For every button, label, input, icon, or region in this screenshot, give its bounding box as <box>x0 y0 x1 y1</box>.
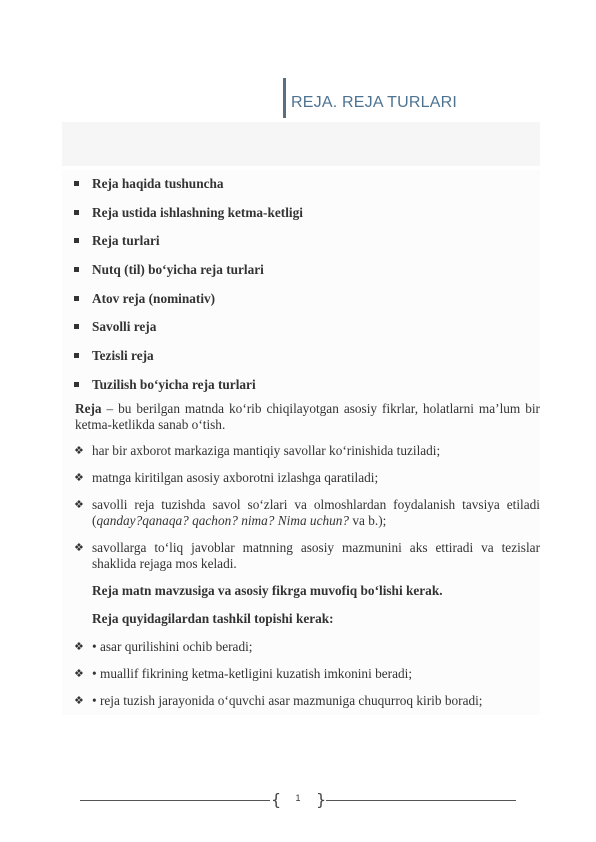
diamond-bullet-icon: ❖ <box>74 497 84 511</box>
topic-item <box>62 377 540 393</box>
topic-text: Reja turlari <box>92 233 160 249</box>
list-item <box>62 540 540 572</box>
list-item-text: • muallif fikrining ketma-ketligini kuzatish imkonini beradi; <box>92 665 413 681</box>
topic-text: Tezisli reja <box>92 348 154 364</box>
square-bullet-icon <box>74 353 79 358</box>
list-item-text: • reja tuzish jarayonida o‘quvchi asar mazmuniga chuqurroq kirib boradi; <box>92 692 483 708</box>
diamond-bullet-icon: ❖ <box>74 666 84 680</box>
note-line: Reja matn mavzusiga va asosiy fikrga muvofiq bo‘lishi kerak. <box>92 582 443 598</box>
diamond-bullet-icon: ❖ <box>74 693 84 707</box>
square-bullet-icon <box>74 267 79 272</box>
list-item-tail: va b.); <box>349 512 387 528</box>
diamond-bullet-icon: ❖ <box>74 540 84 554</box>
square-bullet-icon <box>74 324 79 329</box>
square-bullet-icon <box>74 210 79 215</box>
left-brace-icon: { <box>271 790 282 809</box>
list-item <box>62 639 540 655</box>
definition-paragraph <box>62 401 540 433</box>
note-line: Reja quyidagilardan tashkil topishi kerak: <box>92 610 334 626</box>
page-number: 1 <box>295 793 301 803</box>
topic-item <box>62 176 540 192</box>
list-item-text: matnga kiritilgan asosiy axborotni izlashga qaratiladi; <box>92 469 379 485</box>
square-bullet-icon <box>74 181 79 186</box>
list-item-text: har bir axborot markaziga mantiqiy savollar ko‘rinishida tuziladi; <box>92 442 441 458</box>
definition-text: – bu berilgan matnda ko‘rib chiqilayotgan asosiy fikrlar, holatlarni ma’lum bir ketma-ketlikda sanab o‘tish. <box>75 400 540 432</box>
topic-item <box>62 319 540 335</box>
footer-rule-right <box>326 800 516 801</box>
topic-item <box>62 262 540 278</box>
topic-text: Nutq (til) bo‘yicha reja turlari <box>92 262 264 278</box>
list-item <box>62 470 540 486</box>
topic-item <box>62 205 540 221</box>
list-item <box>62 693 540 709</box>
header-shade <box>62 122 540 166</box>
list-item-text: • asar qurilishini ochib beradi; <box>92 638 253 654</box>
square-bullet-icon <box>74 382 79 387</box>
topic-text: Reja haqida tushuncha <box>92 176 224 191</box>
list-item-text: savollarga to‘liq javoblar matnning asosiy mazmunini aks ettiradi va tezislar shaklida rejaga mos keladi. <box>92 539 540 571</box>
definition-term: Reja <box>75 400 102 416</box>
topic-text: Tuzilish bo‘yicha reja turlari <box>92 376 256 392</box>
page-title: REJA. REJA TURLARI <box>291 94 458 111</box>
diamond-bullet-icon: ❖ <box>74 443 84 457</box>
square-bullet-icon <box>74 238 79 243</box>
document-body <box>62 170 540 715</box>
list-item <box>62 666 540 682</box>
topic-item <box>62 233 540 249</box>
topic-text: Savolli reja <box>92 319 157 335</box>
right-brace-icon: } <box>316 790 327 809</box>
title-accent-bar <box>283 78 286 118</box>
page-footer <box>80 790 516 810</box>
list-item <box>62 443 540 459</box>
topic-text: Reja ustida ishlashning ketma-ketligi <box>92 204 303 220</box>
question-words: qanday?qanaqa? qachon? nima? Nima uchun? <box>96 512 350 528</box>
diamond-bullet-icon: ❖ <box>74 639 84 653</box>
list-item <box>62 497 540 529</box>
topic-item <box>62 348 540 364</box>
diamond-bullet-icon: ❖ <box>74 470 84 484</box>
topic-item <box>62 291 540 307</box>
topic-text: Atov reja (nominativ) <box>92 290 216 306</box>
square-bullet-icon <box>74 296 79 301</box>
list-item-text: savolli reja tuzishda savol so‘zlari va olmoshlardan foydalanish tavsiya etiladi ( <box>92 496 540 528</box>
footer-rule-left <box>80 800 270 801</box>
